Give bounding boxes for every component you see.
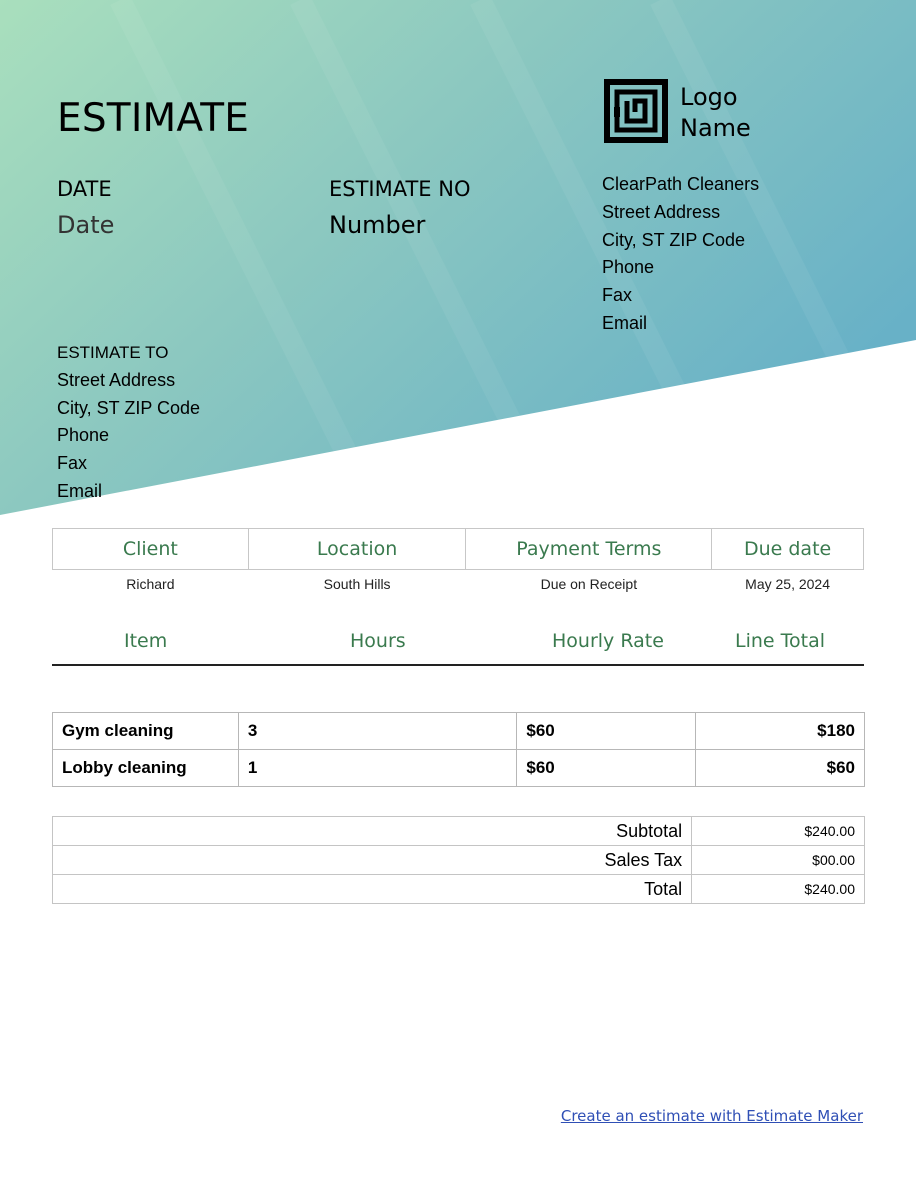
sales-tax-row <box>53 846 865 875</box>
item-line-total: $180 <box>696 713 865 750</box>
maze-icon <box>604 79 668 143</box>
estimate-to-block <box>57 339 200 506</box>
item-rate: $60 <box>517 750 696 787</box>
table-row <box>53 713 865 750</box>
items-header-hourly-rate: Hourly Rate <box>552 630 664 652</box>
info-value-row <box>53 570 864 593</box>
info-header-row <box>53 529 864 570</box>
items-table <box>52 712 865 787</box>
info-header-due-date: Due date <box>712 529 864 570</box>
item-line-total: $60 <box>696 750 865 787</box>
info-location: South Hills <box>323 576 391 592</box>
total-row <box>53 875 865 904</box>
estimate-to-city: City, ST ZIP Code <box>57 397 201 418</box>
document-title: ESTIMATE <box>57 96 250 141</box>
estimate-to-email: Email <box>57 480 103 501</box>
date-label: DATE <box>57 177 112 201</box>
item-name: Gym cleaning <box>53 713 239 750</box>
item-rate: $60 <box>517 713 696 750</box>
company-street: Street Address <box>602 201 721 222</box>
estimate-to-street: Street Address <box>57 369 176 390</box>
company-fax: Fax <box>602 285 633 306</box>
estimate-to-fax: Fax <box>57 453 88 474</box>
totals-table <box>52 816 865 904</box>
sales-tax-label: Sales Tax <box>53 846 692 875</box>
info-due-date: May 25, 2024 <box>745 576 831 592</box>
company-city: City, ST ZIP Code <box>602 229 746 250</box>
total-label: Total <box>53 875 692 904</box>
info-client: Richard <box>126 576 175 592</box>
subtotal-row <box>53 817 865 846</box>
logo-line-2: Name <box>680 114 751 142</box>
estimate-to-label: ESTIMATE TO <box>57 343 169 362</box>
info-payment-terms: Due on Receipt <box>540 576 638 592</box>
logo-line-1: Logo <box>680 83 738 111</box>
company-phone: Phone <box>602 257 655 278</box>
estimate-no-value: Number <box>329 211 426 239</box>
info-header-client: Client <box>53 529 249 570</box>
table-row <box>53 750 865 787</box>
estimate-no-label: ESTIMATE NO <box>329 177 471 201</box>
items-header-item: Item <box>124 630 168 652</box>
info-header-location: Location <box>248 529 466 570</box>
estimate-to-phone: Phone <box>57 425 110 446</box>
sales-tax-value: $00.00 <box>692 846 865 875</box>
items-header-line-total: Line Total <box>735 630 826 652</box>
total-value: $240.00 <box>692 875 865 904</box>
info-header-payment-terms: Payment Terms <box>466 529 712 570</box>
items-header <box>52 628 864 666</box>
estimate-maker-link[interactable]: Create an estimate with Estimate Maker <box>560 1107 863 1125</box>
subtotal-label: Subtotal <box>53 817 692 846</box>
company-name: ClearPath Cleaners <box>602 174 760 194</box>
info-table <box>52 528 864 592</box>
company-email: Email <box>602 312 648 333</box>
item-hours: 3 <box>238 713 517 750</box>
date-value: Date <box>57 211 115 239</box>
subtotal-value: $240.00 <box>692 817 865 846</box>
item-name: Lobby cleaning <box>53 750 239 787</box>
logo-name <box>680 82 751 144</box>
items-header-hours: Hours <box>350 630 406 652</box>
company-address-block <box>602 171 759 338</box>
item-hours: 1 <box>238 750 517 787</box>
